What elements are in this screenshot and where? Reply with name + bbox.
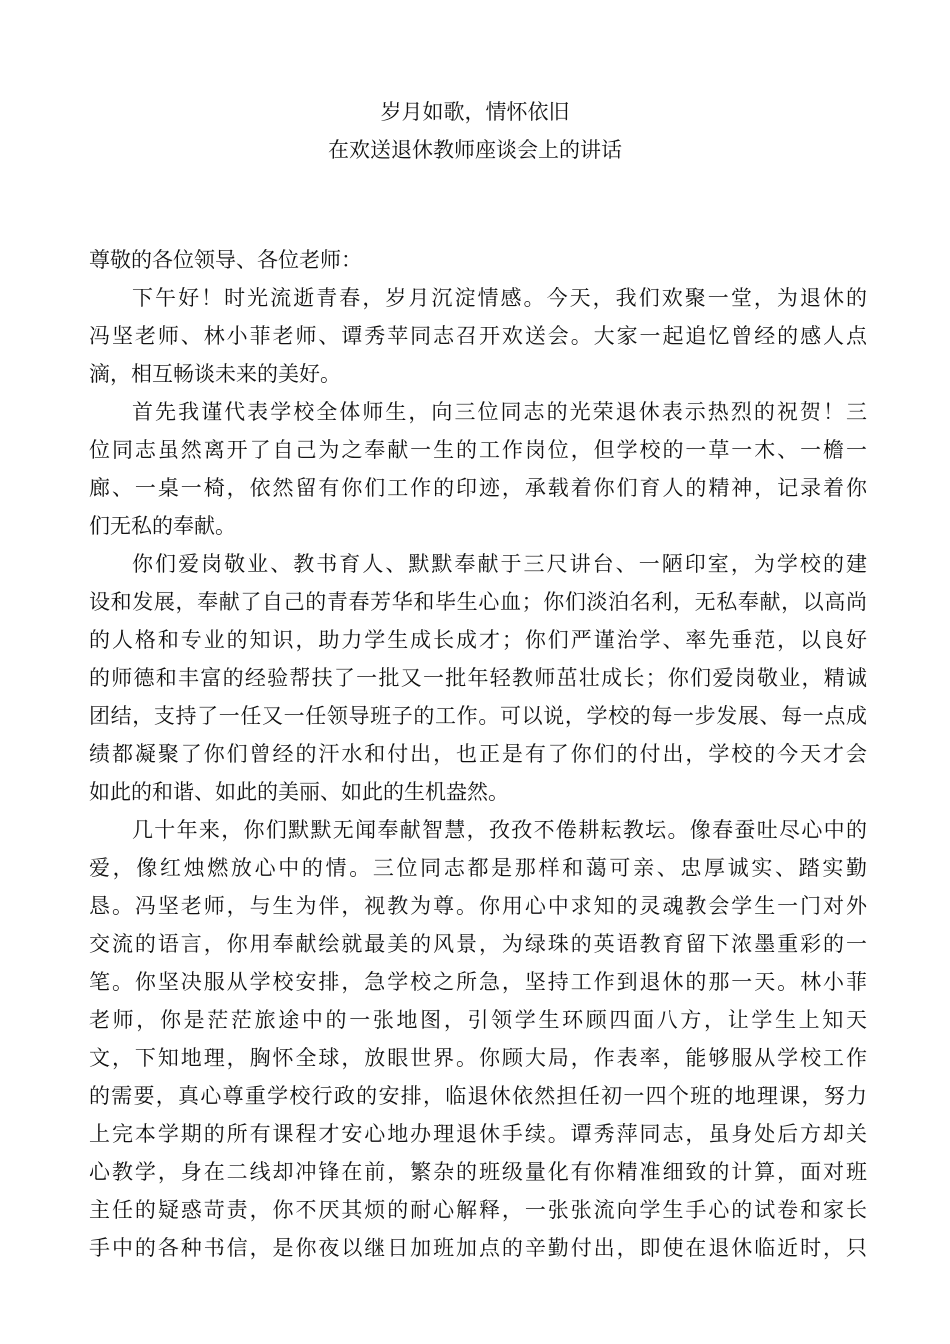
body-line: 上完本学期的所有课程才安心地办理退休手续。谭秀萍同志，虽身处后方却关: [89, 1122, 867, 1146]
body-line: 交流的语言，你用奉献绘就最美的风景，为绿珠的英语教育留下浓墨重彩的一: [89, 932, 867, 956]
body-line: 主任的疑惑苛责，你不厌其烦的耐心解释，一张张流向学生手心的试卷和家长: [89, 1198, 867, 1222]
document-body: [89, 241, 867, 1267]
body-line: 的⼈格和专业的知识，助力学生成长成才；你们严谨治学、率先垂范，以良好: [89, 628, 867, 652]
body-line: 绩都凝聚了你们曾经的汗⽔和付出，也正是有了你们的付出，学校的今天才会: [89, 742, 867, 766]
body-line: 文，下知地理，胸怀全球，放眼世界。你顾大局，作表率，能够服从学校⼯作: [89, 1046, 867, 1070]
document-title: 岁月如歌，情怀依旧: [380, 100, 570, 124]
body-line: 的需要，真⼼尊重学校⾏政的安排，临退休依然担任初一四个班的地理课，努力: [89, 1084, 867, 1108]
body-line: 首先我谨代表学校全体师生，向三位同志的光荣退休表⽰热烈的祝贺！三: [132, 400, 867, 424]
body-line: 的师德和丰富的经验帮扶了⼀批⼜⼀批年轻教师茁壮成长；你们爱岗敬业，精诚: [89, 666, 867, 690]
body-line: 如此的和谐、如此的美丽、如此的⽣机盎然。: [89, 780, 509, 804]
document-subtitle: 在欢送退休教师座谈会上的讲话: [328, 138, 622, 162]
body-line: 冯坚⽼师、林小菲⽼师、谭秀苹同志召开欢送会。⼤家一起追忆曾经的感人点: [89, 324, 867, 348]
body-line: 心教学，身在二线却冲锋在前，繁杂的班级量化有你精准细致的计算，面对班: [89, 1160, 867, 1184]
body-line: 团结，⽀持了⼀任⼜⼀任领导班子的工作。可以说，学校的每⼀步发展、每⼀点成: [89, 704, 867, 728]
body-line: 们无私的奉献。: [89, 514, 236, 538]
salutation-line: 尊敬的各位领导、各位⽼师：: [89, 248, 362, 272]
body-line: 位同志虽然离开了自己为之奉献一生的⼯作岗位，但学校的一草一⽊、一檐一: [89, 438, 867, 462]
body-line: 滴，相互畅谈未来的美好。: [89, 362, 341, 386]
body-line: 老师，你是茫茫旅途中的一张地图，引领学生环顾四面八方，让学生上知天: [89, 1008, 867, 1032]
body-line: 设和发展，奉献了⾃⼰的青春芳华和毕⽣⼼⾎；你们淡泊名利，⽆私奉献，以⾼尚: [89, 590, 867, 614]
body-line: ⼏⼗年来，你们默默⽆闻奉献智慧，孜孜不倦耕耘教坛。像春蚕吐尽⼼中的: [132, 818, 867, 842]
body-line: 笔。你坚决服从学校安排，急学校之所急，坚持工作到退休的那一天。林小菲: [89, 970, 867, 994]
body-line: 下午好！时光流逝青春，岁月沉淀情感。今天，我们欢聚⼀堂，为退休的: [132, 286, 867, 310]
body-line: 爱，像红烛燃放⼼中的情。三位同志都是那样和蔼可亲、忠厚诚实、踏实勤: [89, 856, 867, 880]
body-line: 手中的各种书信，是你夜以继日加班加点的辛勤付出，即使在退休临近时，只: [89, 1236, 867, 1260]
body-line: 恳。冯坚老师，与生为伴，视教为尊。你用心中求知的灵魂教会学生一门对外: [89, 894, 867, 918]
body-line: 你们爱岗敬业、教书育⼈、默默奉献于三尺讲台、一陋印室，为学校的建: [132, 552, 867, 576]
body-line: 廊、一桌一椅，依然留有你们工作的印迹，承载着你们育人的精神，记录着你: [89, 476, 867, 500]
